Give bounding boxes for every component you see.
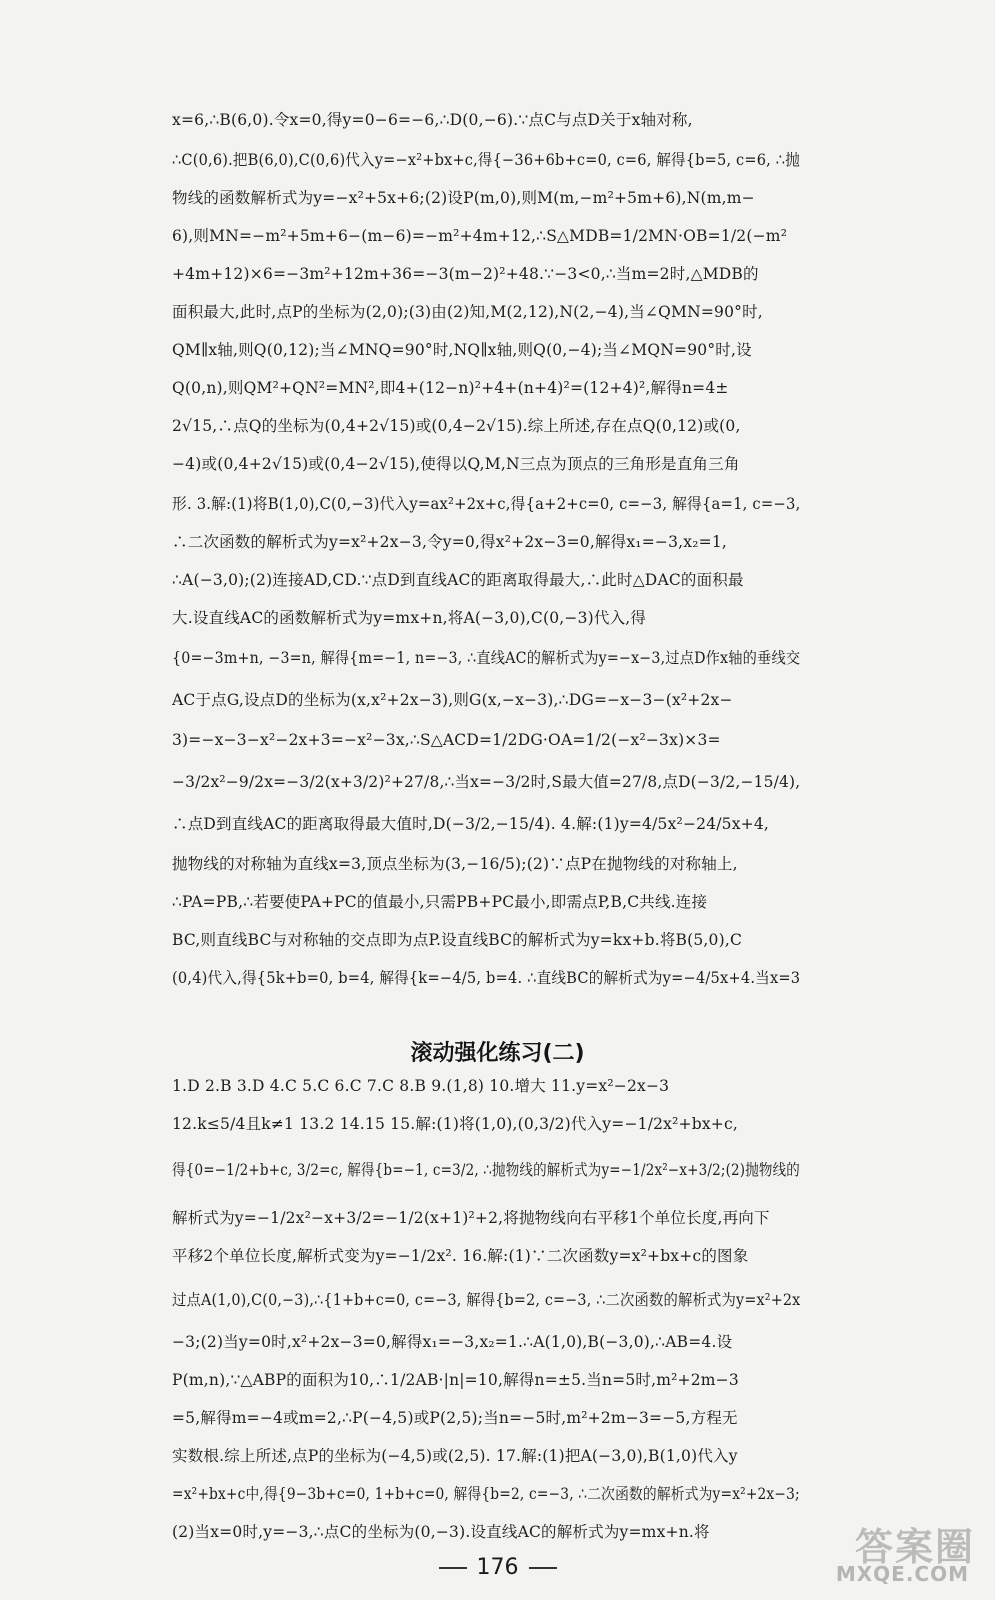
text-line: ∴A(−3,0);(2)连接AD,CD.∵点D到直线AC的距离取得最大,∴此时△DAC的面积最: [172, 571, 744, 589]
text-line: 3)=−x−3−x²−2x+3=−x²−3x,∴S△ACD=1/2DG·OA=1/2(−x²−3x)×3=: [172, 731, 721, 749]
text-line: BC,则直线BC与对称轴的交点即为点P.设直线BC的解析式为y=kx+b.将B(5,0),C: [172, 931, 743, 949]
text-line: 过点A(1,0),C(0,−3),∴{1+b+c=0, c=−3, 解得{b=2, c=−3, ∴二次函数的解析式为y=x²+2x: [172, 1291, 801, 1309]
text-line: ∴PA=PB,∴若要使PA+PC的值最小,只需PB+PC最小,即需点P,B,C共线.连接: [172, 893, 708, 911]
text-line: 物线的函数解析式为y=−x²+5x+6;(2)设P(m,0),则M(m,−m²+5m+6),N(m,m−: [172, 189, 755, 207]
text-line: −3/2x²−9/2x=−3/2(x+3/2)²+27/8,∴当x=−3/2时,S最大值=27/8,点D(−3/2,−15/4),: [172, 773, 801, 791]
text-line: 实数根.综上所述,点P的坐标为(−4,5)或(2,5). 17.解:(1)把A(−3,0),B(1,0)代入y: [172, 1447, 738, 1465]
text-line: 形. 3.解:(1)将B(1,0),C(0,−3)代入y=ax²+2x+c,得{a+2+c=0, c=−3, 解得{a=1, c=−3,: [172, 495, 801, 513]
watermark-url: MXQE.COM: [835, 1562, 969, 1586]
text-line: 得{0=−1/2+b+c, 3/2=c, 解得{b=−1, c=3/2, ∴抛物线的解析式为y=−1/2x²−x+3/2;(2)抛物线的: [172, 1161, 800, 1179]
text-line: −4)或(0,4+2√15)或(0,4−2√15),使得以Q,M,N三点为顶点的三角形是直角三角: [172, 455, 740, 473]
text-line: (0,4)代入,得{5k+b=0, b=4, 解得{k=−4/5, b=4. ∴直线BC的解析式为y=−4/5x+4.当x=3: [172, 969, 801, 987]
text-line: P(m,n),∵△ABP的面积为10,∴1/2AB·|n|=10,解得n=±5.当n=5时,m²+2m−3: [172, 1371, 739, 1389]
text-line: =5,解得m=−4或m=2,∴P(−4,5)或P(2,5);当n=−5时,m²+2m−3=−5,方程无: [172, 1409, 738, 1427]
page-number-dash-left: [439, 1567, 467, 1569]
section-title: 滚动强化练习(二): [410, 1041, 585, 1066]
page-number-value: 176: [476, 1555, 519, 1580]
text-line: =x²+bx+c中,得{9−3b+c=0, 1+b+c=0, 解得{b=2, c=−3, ∴二次函数的解析式为y=x²+2x−3;: [172, 1485, 800, 1503]
text-line: 平移2个单位长度,解析式变为y=−1/2x². 16.解:(1)∵二次函数y=x²+bx+c的图象: [172, 1247, 749, 1265]
text-line: (2)当x=0时,y=−3,∴点C的坐标为(0,−3).设直线AC的解析式为y=mx+n.将: [172, 1523, 710, 1541]
text-line: {0=−3m+n, −3=n, 解得{m=−1, n=−3, ∴直线AC的解析式为y=−x−3,过点D作x轴的垂线交: [172, 649, 801, 667]
text-line: 1.D 2.B 3.D 4.C 5.C 6.C 7.C 8.B 9.(1,8) 10.增大 11.y=x²−2x−3: [172, 1077, 670, 1095]
text-line: x=6,∴B(6,0).令x=0,得y=0−6=−6,∴D(0,−6).∵点C与点D关于x轴对称,: [172, 111, 693, 129]
text-line: 大.设直线AC的函数解析式为y=mx+n,将A(−3,0),C(0,−3)代入,得: [172, 609, 647, 627]
text-line: 解析式为y=−1/2x²−x+3/2=−1/2(x+1)²+2,将抛物线向右平移1个单位长度,再向下: [172, 1209, 770, 1227]
text-line: +4m+12)×6=−3m²+12m+36=−3(m−2)²+48.∵−3<0,∴当m=2时,△MDB的: [172, 265, 759, 283]
text-line: 6),则MN=−m²+5m+6−(m−6)=−m²+4m+12,∴S△MDB=1/2MN·OB=1/2(−m²: [172, 227, 788, 245]
watermark-logo: [775, 1516, 975, 1586]
text-line: ∴点D到直线AC的距离取得最大值时,D(−3/2,−15/4). 4.解:(1)y=4/5x²−24/5x+4,: [172, 815, 770, 833]
text-line: 抛物线的对称轴为直线x=3,顶点坐标为(3,−16/5);(2)∵点P在抛物线的对称轴上,: [172, 855, 738, 873]
text-line: ∴二次函数的解析式为y=x²+2x−3,令y=0,得x²+2x−3=0,解得x₁=−3,x₂=1,: [172, 533, 728, 551]
text-line: QM∥x轴,则Q(0,12);当∠MNQ=90°时,NQ∥x轴,则Q(0,−4);当∠MQN=90°时,设: [172, 341, 752, 359]
text-line: −3;(2)当y=0时,x²+2x−3=0,解得x₁=−3,x₂=1.∴A(1,0),B(−3,0),∴AB=4.设: [172, 1333, 733, 1351]
text-line: AC于点G,设点D的坐标为(x,x²+2x−3),则G(x,−x−3),∴DG=−x−3−(x²+2x−: [172, 691, 733, 709]
text-line: ∴C(0,6).把B(6,0),C(0,6)代入y=−x²+bx+c,得{−36+6b+c=0, c=6, 解得{b=5, c=6, ∴抛: [172, 151, 800, 169]
page-number-dash-right: [529, 1567, 557, 1569]
text-line: 12.k≤5/4且k≠1 13.2 14.15 15.解:(1)将(1,0),(0,3/2)代入y=−1/2x²+bx+c,: [172, 1115, 738, 1133]
text-line: 面积最大,此时,点P的坐标为(2,0);(3)由(2)知,M(2,12),N(2,−4),当∠QMN=90°时,: [172, 303, 763, 321]
watermark-text: 答案圈: [854, 1525, 975, 1569]
text-line: 2√15,∴点Q的坐标为(0,4+2√15)或(0,4−2√15).综上所述,存在点Q(0,12)或(0,: [172, 417, 741, 435]
text-line: Q(0,n),则QM²+QN²=MN²,即4+(12−n)²+4+(n+4)²=(12+4)²,解得n=4±: [172, 379, 729, 397]
